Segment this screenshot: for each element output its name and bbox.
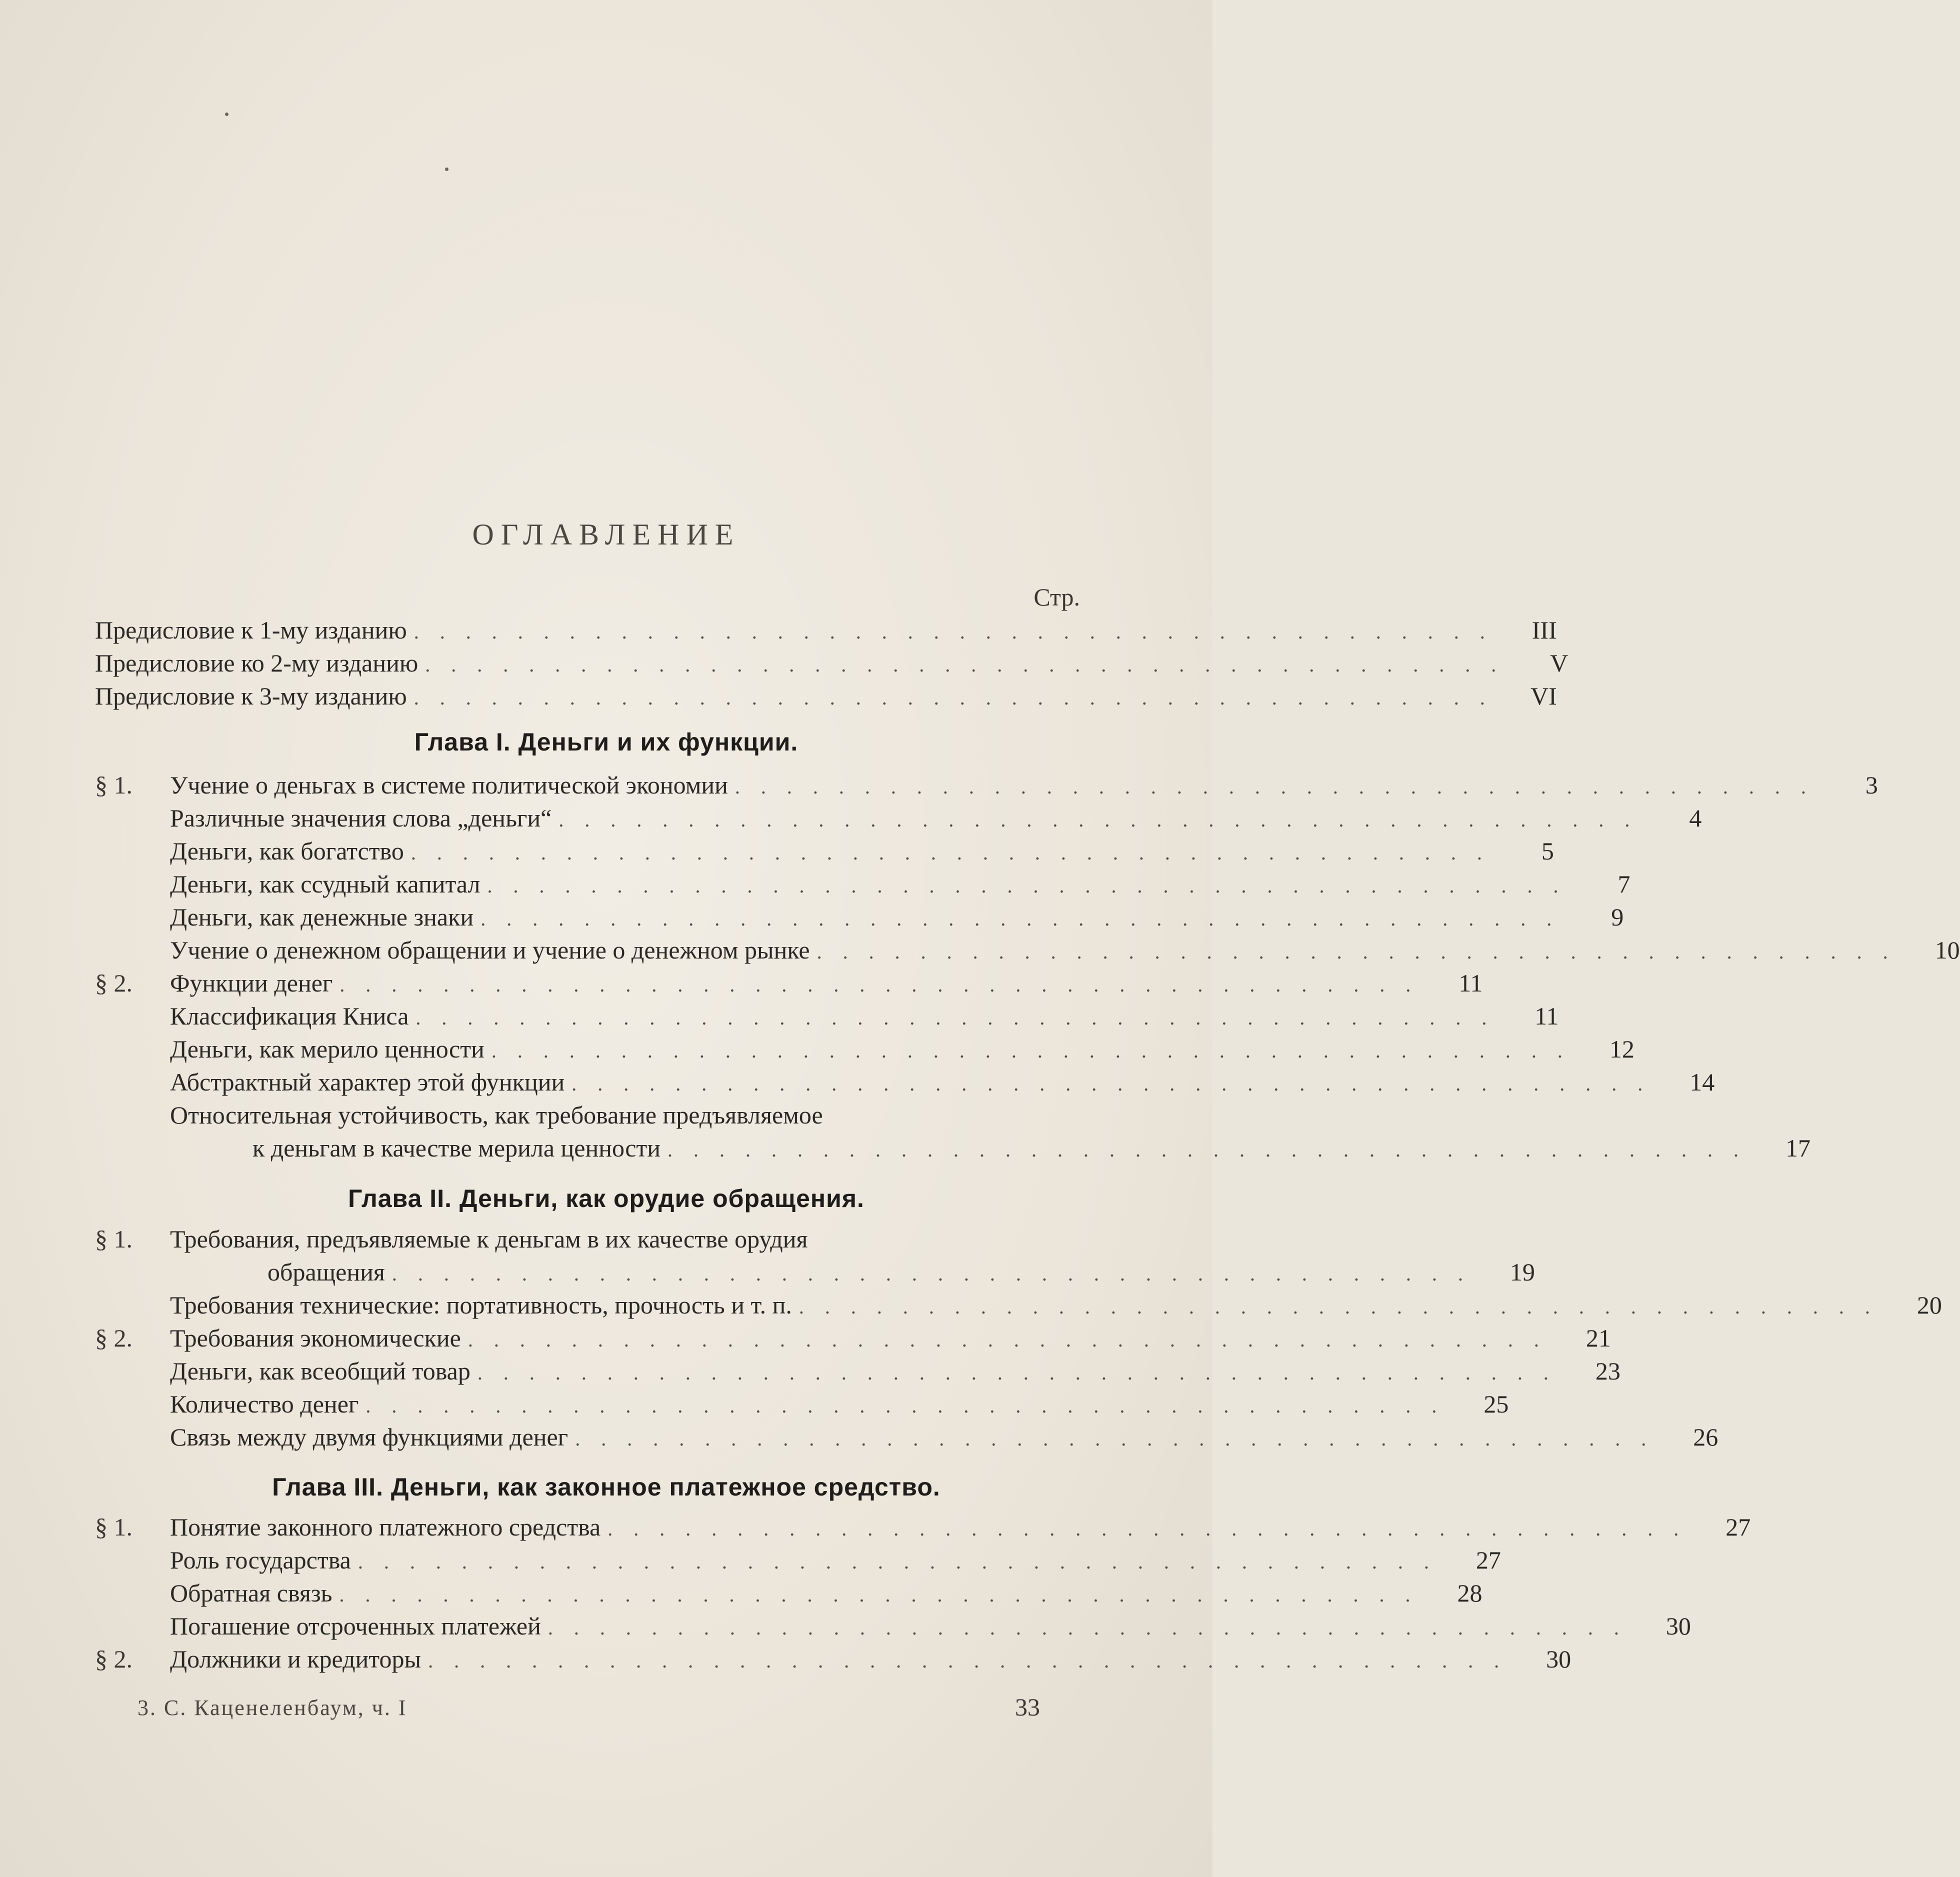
- leader-dots: . . . . . . . . . . . . . . . . . . . . . . . . . . . . . . . . . . . . . . . . . .: [425, 654, 1504, 676]
- toc-entry-text: Функции денег: [170, 969, 333, 997]
- page-title: ОГЛАВЛЕНИЕ: [472, 518, 740, 551]
- toc-entry-text: Должники и кредиторы: [170, 1645, 422, 1673]
- section-number: § 2.: [95, 969, 132, 997]
- toc-entry-text: обращения: [268, 1258, 385, 1286]
- toc-entry-text: Количество денег: [170, 1390, 359, 1418]
- toc-entry[interactable]: [95, 680, 1557, 712]
- toc-entry-text: Деньги, как мерило ценности: [170, 1035, 484, 1063]
- toc-entry-page: 17: [1786, 1134, 1811, 1162]
- toc-entry[interactable]: [95, 1388, 1509, 1420]
- toc-entry-text: Учение о деньгах в системе политической экономии: [170, 771, 728, 799]
- toc-entry-page: 4: [1689, 804, 1702, 832]
- toc-entry-text: Роль государства: [170, 1546, 351, 1574]
- toc-entry-text: Деньги, как всеобщий товар: [170, 1357, 470, 1385]
- toc-entry-text: Предисловие к 3-му изданию: [95, 682, 407, 710]
- footer-signature: 3. С. Каценеленбаум, ч. I: [138, 1696, 408, 1720]
- leader-dots: . . . . . . . . . . . . . . . . . . . . . . . . . . . . . . . . . . . . . . . . . .: [798, 1296, 1878, 1318]
- toc-entry[interactable]: [95, 901, 1624, 933]
- toc-entry[interactable]: [95, 1421, 1718, 1453]
- section-number: § 1.: [95, 1513, 132, 1541]
- toc-entry[interactable]: [95, 1643, 1572, 1675]
- toc-entry[interactable]: [95, 1322, 1611, 1354]
- toc-entry-page: 27: [1476, 1546, 1501, 1574]
- toc-entry[interactable]: [95, 769, 1878, 801]
- toc-entry-page: 21: [1586, 1324, 1611, 1352]
- toc-entry-text: Связь между двумя функциями денег: [170, 1423, 568, 1451]
- toc-entry[interactable]: [95, 967, 1483, 999]
- toc-entry[interactable]: [95, 1577, 1482, 1609]
- leader-dots: . . . . . . . . . . . . . . . . . . . . . . . . . . . . . . . . . . . . . . . . . .: [410, 842, 1490, 864]
- leader-dots: . . . . . . . . . . . . . . . . . . . . . . . . . . . . . . . . . . . . . . . . . .: [487, 874, 1566, 897]
- leader-dots: . . . . . . . . . . . . . . . . . . . . . . . . . . . . . . . . . . . . . . . . . .: [608, 1518, 1687, 1540]
- leader-dots: . . . . . . . . . . . . . . . . . . . . . . . . . . . . . . . . . . . . . . . . . .: [480, 908, 1560, 930]
- toc-entry-page: 5: [1541, 837, 1554, 865]
- toc-entry-page: VI: [1530, 682, 1557, 710]
- toc-entry-text: Предисловие к 1-му изданию: [95, 616, 407, 644]
- leader-dots: . . . . . . . . . . . . . . . . . . . . . . . . . . . . . . . . . . . . . . . . . .: [572, 1072, 1651, 1095]
- toc-entry[interactable]: [95, 1355, 1620, 1387]
- toc-entry[interactable]: [95, 1544, 1501, 1576]
- toc-entry-page: 20: [1916, 1291, 1942, 1319]
- chapter-heading: Глава II. Деньги, как орудие обращения.: [348, 1184, 864, 1212]
- leader-dots: . . . . . . . . . . . . . . . . . . . . . . . . . . . . . . . . . . . . . . . . . .: [468, 1328, 1547, 1351]
- chapter-heading: Глава I. Деньги и их функции.: [414, 728, 798, 756]
- toc-entry[interactable]: [95, 1000, 1559, 1032]
- toc-entry-text: Обратная связь: [170, 1579, 332, 1607]
- toc-entry-text: Деньги, как ссудный капитал: [170, 870, 480, 898]
- toc-entry[interactable]: [95, 647, 1568, 679]
- toc-entry-text: к деньгам в качестве мерила ценности: [252, 1134, 661, 1162]
- toc-entry[interactable]: [95, 1610, 1691, 1642]
- toc-entry[interactable]: [95, 614, 1557, 646]
- toc-entry[interactable]: [95, 1066, 1715, 1098]
- toc-entry-page: 23: [1595, 1357, 1620, 1385]
- toc-entry[interactable]: [95, 1511, 1751, 1543]
- toc-entry-page: 10: [1934, 936, 1960, 964]
- leader-dots: . . . . . . . . . . . . . . . . . . . . . . . . . . . . . . . . . . . . . . . . . .: [575, 1428, 1654, 1450]
- chapter-heading: Глава III. Деньги, как законное платежное средство.: [272, 1473, 940, 1501]
- toc-entry[interactable]: [95, 1256, 1535, 1288]
- page-column-label: Стр.: [1034, 583, 1080, 611]
- toc-entry-page: III: [1532, 616, 1557, 644]
- toc-entry-page: 12: [1609, 1035, 1634, 1063]
- toc-entry-text: Погашение отсроченных платежей: [170, 1612, 541, 1640]
- toc-entry-page: 30: [1666, 1612, 1691, 1640]
- leader-dots: . . . . . . . . . . . . . . . . . . . . . . . . . . . . . . . . . . . . . . . . . .: [339, 1584, 1418, 1606]
- toc-entry-text: Предисловие ко 2-му изданию: [95, 649, 418, 677]
- toc-entry-text: Относительная устойчивость, как требование предъявляемое: [170, 1101, 823, 1129]
- toc-entry-text: Требования экономические: [170, 1324, 461, 1352]
- toc-entry-page: 11: [1534, 1002, 1559, 1030]
- ink-speck: [225, 112, 228, 116]
- toc-entry[interactable]: [95, 1099, 1085, 1131]
- toc-entry-text: Различные значения слова „деньги“: [170, 804, 552, 832]
- leader-dots: . . . . . . . . . . . . . . . . . . . . . . . . . . . . . . . . . . . . . . . . . .: [558, 808, 1638, 831]
- toc-entry-text: Требования, предъявляемые к деньгам в их качестве орудия: [170, 1225, 808, 1253]
- leader-dots: . . . . . . . . . . . . . . . . . . . . . . . . . . . . . . . . . . . . . . . . . .: [816, 940, 1896, 963]
- toc-entry-page: 9: [1611, 903, 1624, 931]
- toc-entry-text: Классификация Книса: [170, 1002, 409, 1030]
- leader-dots: . . . . . . . . . . . . . . . . . . . . . . . . . . . . . . . . . . . . . . . . . .: [734, 776, 1814, 798]
- leader-dots: . . . . . . . . . . . . . . . . . . . . . . . . . . . . . . . . . . . . . . . . . .: [477, 1362, 1556, 1384]
- footer-sheet-number: 33: [1015, 1693, 1040, 1721]
- leader-dots: . . . . . . . . . . . . . . . . . . . . . . . . . . . . . . . . . . . . . . . . . .: [366, 1394, 1445, 1417]
- leader-dots: . . . . . . . . . . . . . . . . . . . . . . . . . . . . . . . . . . . . . . . . . .: [548, 1616, 1627, 1639]
- toc-entry-page: 26: [1693, 1423, 1718, 1451]
- toc-entry-text: Деньги, как денежные знаки: [170, 903, 474, 931]
- toc-entry[interactable]: [95, 835, 1554, 867]
- section-number: § 1.: [95, 771, 132, 799]
- toc-entry-text: Абстрактный характер этой функции: [170, 1068, 565, 1096]
- toc-entry-page: 30: [1546, 1645, 1572, 1673]
- toc-entry[interactable]: [95, 868, 1630, 900]
- leader-dots: . . . . . . . . . . . . . . . . . . . . . . . . . . . . . . . . . . . . . . . . . .: [491, 1040, 1570, 1062]
- toc-entry[interactable]: [95, 934, 1960, 966]
- toc-entry-text: Деньги, как богатство: [170, 837, 404, 865]
- toc-entry-page: 14: [1690, 1068, 1715, 1096]
- leader-dots: . . . . . . . . . . . . . . . . . . . . . . . . . . . . . . . . . . . . . . . . . .: [428, 1650, 1508, 1672]
- leader-dots: . . . . . . . . . . . . . . . . . . . . . . . . . . . . . . . . . . . . . . . . . .: [340, 974, 1419, 996]
- toc-entry-text: Требования технические: портативность, прочность и т. п.: [170, 1291, 792, 1319]
- toc-entry-text: Понятие законного платежного средства: [170, 1513, 601, 1541]
- leader-dots: . . . . . . . . . . . . . . . . . . . . . . . . . . . . . . . . . . . . . . . . . .: [392, 1262, 1471, 1285]
- toc-entry[interactable]: [95, 1033, 1634, 1065]
- toc-entry-page: 7: [1618, 870, 1630, 898]
- section-number: § 2.: [95, 1324, 132, 1352]
- toc-entry-page: 27: [1726, 1513, 1751, 1541]
- toc-entry-page: 19: [1510, 1258, 1535, 1286]
- toc-entry-page: V: [1550, 649, 1568, 677]
- toc-entry[interactable]: [95, 1289, 1942, 1321]
- leader-dots: . . . . . . . . . . . . . . . . . . . . . . . . . . . . . . . . . . . . . . . . . .: [668, 1138, 1747, 1161]
- toc-entry[interactable]: [95, 802, 1702, 834]
- toc-entry[interactable]: [95, 1223, 1085, 1255]
- leader-dots: . . . . . . . . . . . . . . . . . . . . . . . . . . . . . . . . . . . . . . . . . .: [416, 1006, 1495, 1029]
- toc-entry-page: 11: [1458, 969, 1483, 997]
- toc-entry-page: 3: [1865, 771, 1878, 799]
- section-number: § 2.: [95, 1645, 132, 1673]
- toc-entry-text: Учение о денежном обращении и учение о денежном рынке: [170, 936, 810, 964]
- leader-dots: . . . . . . . . . . . . . . . . . . . . . . . . . . . . . . . . . . . . . . . . . .: [414, 620, 1493, 643]
- ink-speck: [445, 168, 448, 171]
- section-number: § 1.: [95, 1225, 132, 1253]
- leader-dots: . . . . . . . . . . . . . . . . . . . . . . . . . . . . . . . . . . . . . . . . . .: [358, 1550, 1437, 1573]
- toc-entry-page: 25: [1484, 1390, 1509, 1418]
- toc-entry[interactable]: [95, 1132, 1811, 1164]
- toc-entry-page: 28: [1457, 1579, 1482, 1607]
- leader-dots: . . . . . . . . . . . . . . . . . . . . . . . . . . . . . . . . . . . . . . . . . .: [414, 686, 1493, 709]
